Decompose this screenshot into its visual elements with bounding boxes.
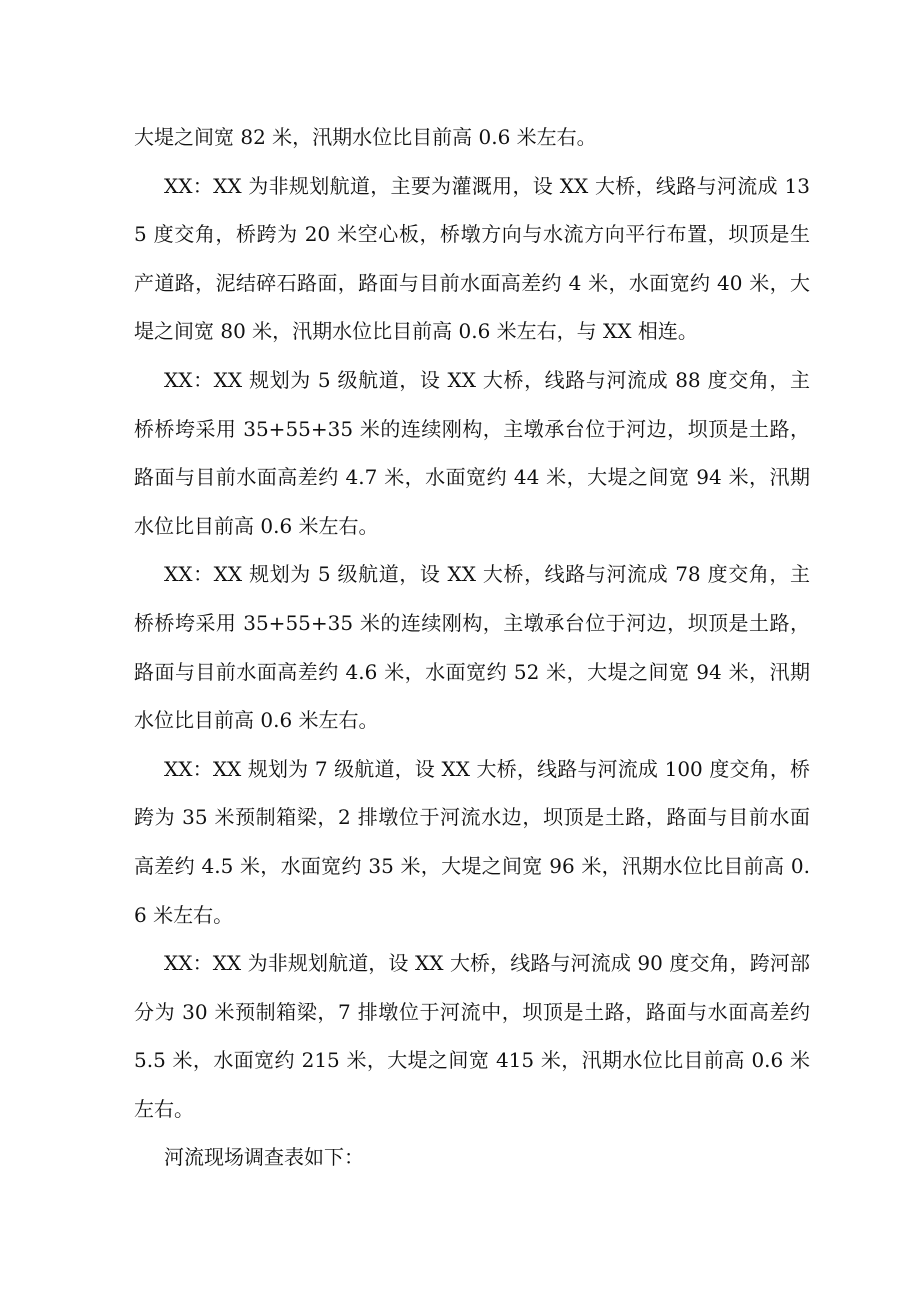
paragraph-continuation: 大堤之间宽 82 米，汛期水位比目前高 0.6 米左右。 — [134, 125, 597, 149]
document-body — [134, 113, 810, 1182]
paragraph-river-2: XX：XX 规划为 5 级航道，设 XX 大桥，线路与河流成 88 度交角，主桥桥垮采用 35+55+35 米的连续刚构，主墩承台位于河边，坝顶是土路，路面与目前水面高差约 4.7 米，水面宽约 44 米，大堤之间宽 94 米，汛期水位比目前高 0.6 米左右。 — [134, 367, 810, 538]
paragraph-river-5: XX：XX 为非规划航道，设 XX 大桥，线路与河流成 90 度交角，跨河部分为 30 米预制箱梁，7 排墩位于河流中，坝顶是土路，路面与水面高差约 5.5 米，水面宽约 215 米，大堤之间宽 415 米，汛期水位比目前高 0.6 米左右。 — [134, 951, 810, 1121]
paragraph-river-4: XX：XX 规划为 7 级航道，设 XX 大桥，线路与河流成 100 度交角，桥跨为 35 米预制箱梁，2 排墩位于河流水边，坝顶是土路，路面与目前水面高差约 4.5 米，水面宽约 35 米，大堤之间宽 96 米，汛期水位比目前高 0.6 米左右。 — [134, 756, 810, 927]
paragraph-table-intro: 河流现场调查表如下： — [164, 1145, 364, 1170]
paragraph-river-3: XX：XX 规划为 5 级航道，设 XX 大桥，线路与河流成 78 度交角，主桥桥垮采用 35+55+35 米的连续刚构，主墩承台位于河边，坝顶是土路，路面与目前水面高差约 4.6 米，水面宽约 52 米，大堤之间宽 94 米，汛期水位比目前高 0.6 米左右。 — [134, 562, 810, 733]
paragraph-river-1: XX：XX 为非规划航道，主要为灌溉用，设 XX 大桥，线路与河流成 135 度交角，桥跨为 20 米空心板，桥墩方向与水流方向平行布置，坝顶是生产道路，泥结碎石路面，路面与目前水面高差约 4 米，水面宽约 40 米，大堤之间宽 80 米，汛期水位比目前高 0.6 米左右，与 XX 相连。 — [134, 173, 810, 344]
